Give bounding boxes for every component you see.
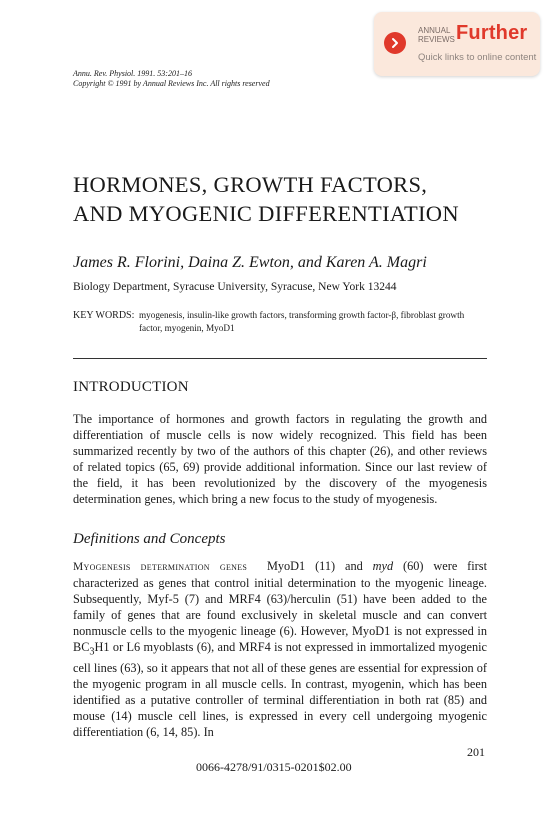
definitions-text: Myogenesis determination genes MyoD1 (11) and myd (60) were first characterized as genes that control initial determination to the myogenic lineage. Subsequently, Myf-5 (7) and MRF4 (63)/herculin (51) have been added to the family of genes that are found exclusively in skeletal muscle and can convert nonmuscle cells to the myogenic lineage (6). However, MyoD1 is not expressed in $BC_3H1$ or L6 myoblasts (6), and MRF4 is not expressed in immortalized myogenic cell lines (63), so it appears that not all of these genes are essential for expression of the myogenic program in all muscle cells. In contrast, myogenin, which has been identified as a putative controller of terminal differentiation in both rat (85) and mouse (14) muscle cell lines, is expressed in every cell undergoing myogenic differentiation (6, 14, 85). In (73, 559, 487, 740)
annual-reviews-wordmark: ANNUAL REVIEWS (418, 26, 455, 44)
further-logo-icon (384, 32, 406, 54)
journal-header (73, 69, 270, 89)
introduction-paragraph (73, 411, 487, 507)
article-title (73, 170, 459, 228)
definitions-paragraph (73, 558, 487, 740)
definitions-heading: Definitions and Concepts (73, 531, 226, 547)
myd-gene: myd (372, 559, 394, 573)
further-subtitle: Quick links to online content (418, 52, 537, 63)
introduction-text: The importance of hormones and growth factors in regulating the growth and differentiation of muscle cells is now widely recognized. This field has been summarized recently by two of the authors of this chapter (26), and other reviews of related topics (65, 69) provide additional information. Since our last review of the field, it has been revolutionized by the discovery of the myogenesis determination genes, which bring a new focus to the study of myogenesis. (73, 412, 487, 506)
keywords-text: myogenesis, insulin-like growth factors, transforming growth factor-β, fibroblast growth factor, myogenin, MyoD1 (139, 310, 465, 333)
further-label: Further (456, 22, 528, 44)
footer-code: 0066-4278/91/0315-0201$02.00 (196, 760, 352, 774)
title-line-1: HORMONES, GROWTH FACTORS, (73, 172, 428, 197)
title-line-2: AND MYOGENIC DIFFERENTIATION (73, 201, 459, 226)
affiliation: Biology Department, Syracuse University, Syracuse, New York 13244 (73, 281, 397, 293)
journal-copyright: Copyright © 1991 by Annual Reviews Inc. All rights reserved (73, 79, 270, 88)
journal-citation: Annu. Rev. Physiol. 1991. 53:201–16 (73, 69, 192, 78)
introduction-heading: INTRODUCTION (73, 379, 189, 395)
subsection-lead: Myogenesis determination genes (73, 561, 248, 573)
annual-reviews-further-badge[interactable] (374, 12, 540, 76)
authors: James R. Florini, Daina Z. Ewton, and Karen A. Magri (73, 254, 427, 271)
section-divider (73, 358, 487, 359)
page-number: 201 (467, 745, 485, 759)
keywords-label: KEY WORDS: (73, 310, 135, 321)
